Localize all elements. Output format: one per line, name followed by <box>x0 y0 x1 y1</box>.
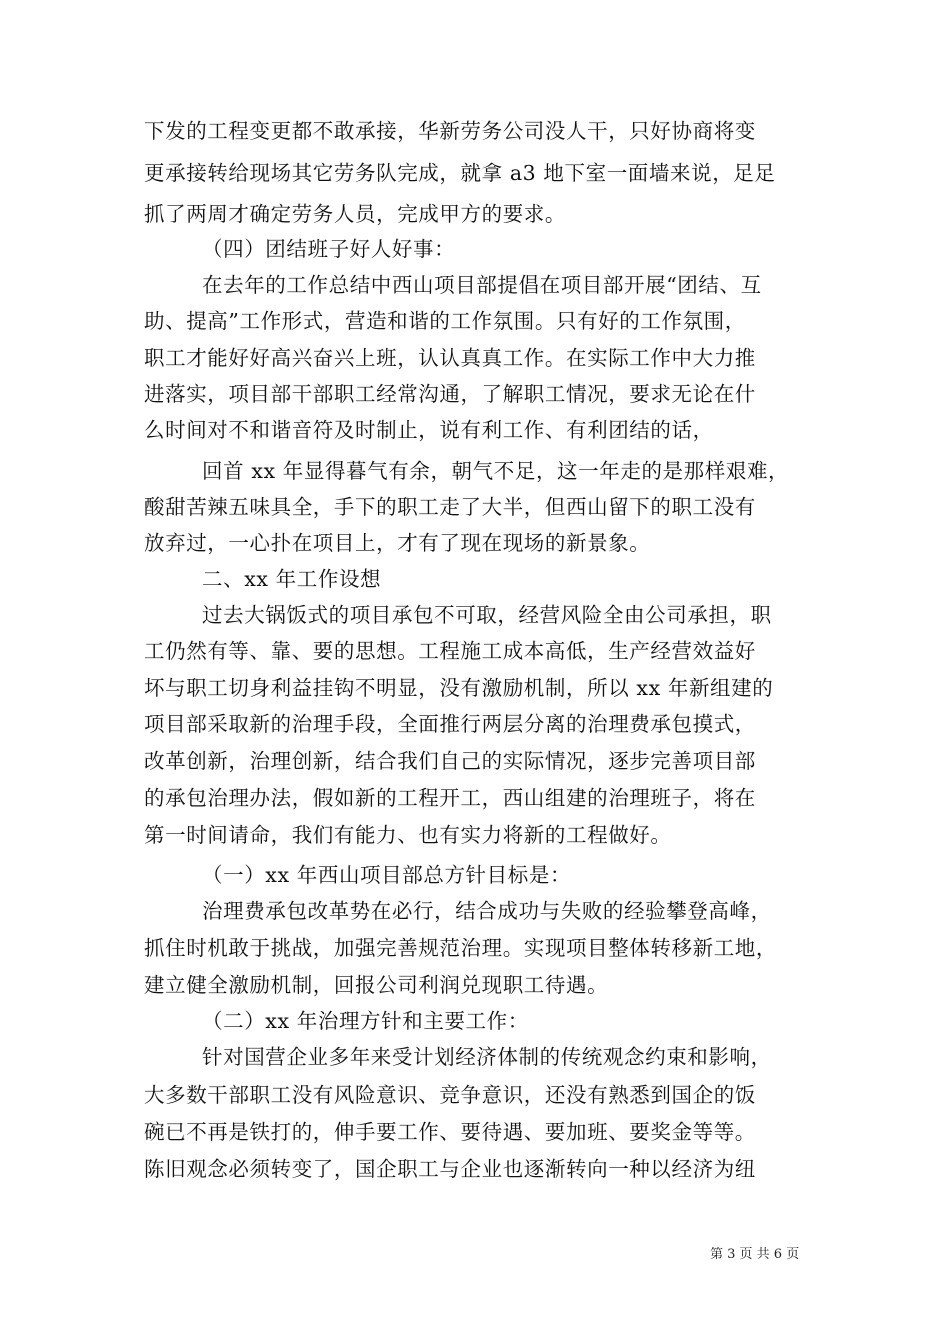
text-line: 过去大锅饭式的项目承包不可取，经营风险全由公司承担，职 <box>202 603 772 627</box>
section-heading: （一）xx 年西山项目部总方针目标是： <box>202 863 572 887</box>
text-line: 酸甜苦辣五味具全，手下的职工走了大半，但西山留下的职工没有 <box>144 495 756 519</box>
text-line: 工仍然有等、靠、要的思想。工程施工成本高低，生产经营效益好 <box>144 639 756 663</box>
text-line: 放弃过，一心扑在项目上，才有了现在现场的新景象。 <box>144 531 651 555</box>
text-line: 陈旧观念必须转变了，国企职工与企业也逐渐转向一种以经济为纽 <box>144 1157 756 1181</box>
text-line: 进落实，项目部干部职工经常沟通，了解职工情况，要求无论在什 <box>144 382 756 406</box>
text-line: 针对国营企业多年来受计划经济体制的传统观念约束和影响， <box>202 1045 772 1069</box>
page-number-footer: 第 3 页 共 6 页 <box>710 1247 800 1262</box>
text-line: 么时间对不和谐音符及时制止，说有利工作、有利团结的话， <box>144 418 714 442</box>
text-line: 助、提高”工作形式，营造和谐的工作氛围。只有好的工作氛围， <box>144 309 746 333</box>
text-line: 职工才能好好高兴奋兴上班，认认真真工作。在实际工作中大力推 <box>144 346 756 370</box>
text-line: 坏与职工切身利益挂钩不明显，没有激励机制，所以 xx 年新组建的 <box>144 676 774 700</box>
section-heading: （二）xx 年治理方针和主要工作： <box>202 1009 529 1033</box>
text-line: 抓住时机敢于挑战，加强完善规范治理。实现项目整体转移新工地， <box>144 936 777 960</box>
section-heading: （四）团结班子好人好事： <box>202 237 456 261</box>
text-line: 大多数干部职工没有风险意识、竞争意识，还没有熟悉到国企的饭 <box>144 1083 756 1107</box>
text-line: 下发的工程变更都不敢承接，华新劳务公司没人干，只好协商将变 <box>144 119 756 143</box>
text-line: 在去年的工作总结中西山项目部提倡在项目部开展“团结、互 <box>202 273 762 297</box>
text-line: 抓了两周才确定劳务人员，完成甲方的要求。 <box>144 202 566 226</box>
text-line: 的承包治理办法，假如新的工程开工，西山组建的治理班子，将在 <box>144 786 756 810</box>
text-line: 治理费承包改革势在必行，结合成功与失败的经验攀登高峰， <box>202 899 772 923</box>
text-line: 回首 xx 年显得暮气有余，朝气不足，这一年走的是那样艰难， <box>202 459 790 483</box>
section-heading: 二、xx 年工作设想 <box>202 567 382 591</box>
text-line: 项目部采取新的治理手段，全面推行两层分离的治理费承包摸式， <box>144 712 756 736</box>
text-line: 改革创新，治理创新，结合我们自己的实际情况，逐步完善项目部 <box>144 749 756 773</box>
text-line: 更承接转给现场其它劳务队完成，就拿 a3 地下室一面墙来说，足足 <box>144 161 776 185</box>
text-line: 第一时间请命，我们有能力、也有实力将新的工程做好。 <box>144 823 672 847</box>
text-line: 碗已不再是铁打的，伸手要工作、要待遇、要加班、要奖金等等。 <box>144 1120 756 1144</box>
text-line: 建立健全激励机制，回报公司利润兑现职工待遇。 <box>144 973 609 997</box>
